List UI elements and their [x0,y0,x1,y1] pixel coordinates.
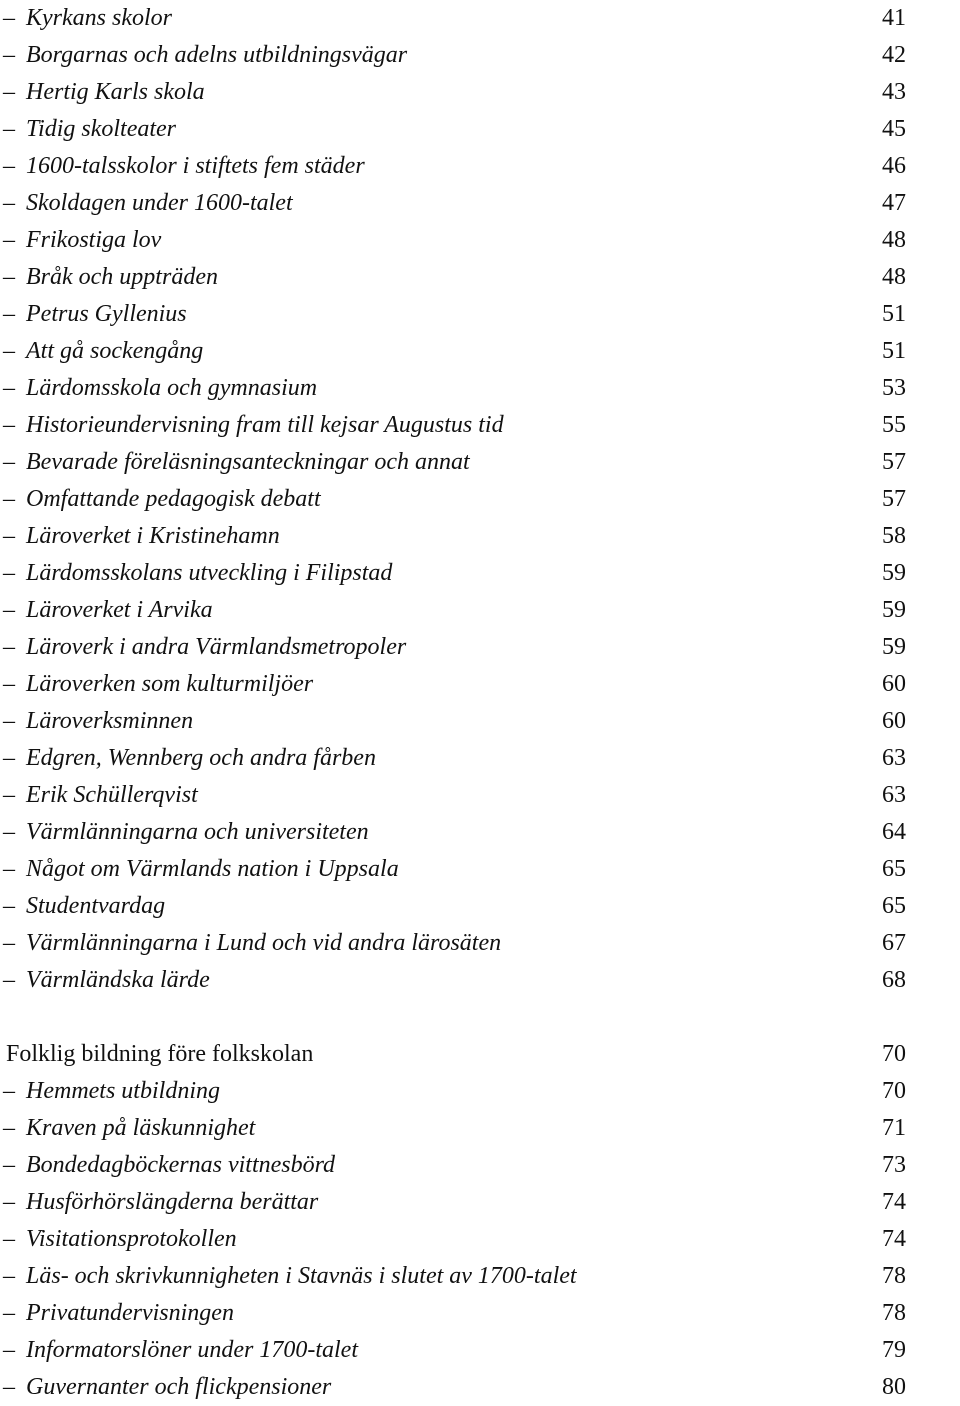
entry-dash: – [3,560,15,586]
chapter-title: Folklig bildning före folkskolan [6,1041,314,1067]
entry-dash: – [3,1226,15,1252]
toc-entry [0,1073,960,1110]
entry-dash: – [3,153,15,179]
entry-page-number: 45 [882,116,906,142]
entry-page-number: 74 [882,1189,906,1215]
entry-title: Lärdomsskola och gymnasium [26,375,318,401]
entry-dash: – [3,486,15,512]
entry-title: Historieundervisning fram till kejsar Augustus tid [26,412,504,438]
toc-entry [0,1295,960,1332]
toc-chapter-heading [0,1036,960,1073]
entry-title: Läroverk i andra Värmlandsmetropoler [26,634,407,660]
entry-page-number: 78 [882,1300,906,1326]
entry-title: Att gå sockengång [26,338,204,364]
entry-title: Tidig skolteater [26,116,176,142]
entry-page-number: 55 [882,412,906,438]
entry-page-number: 51 [882,338,906,364]
toc-entry [0,1221,960,1258]
entry-dash: – [3,5,15,31]
entry-title: Läroverken som kulturmiljöer [26,671,314,697]
entry-page-number: 58 [882,523,906,549]
entry-page-number: 60 [882,708,906,734]
toc-entry [0,370,960,407]
entry-page-number: 68 [882,967,906,993]
entry-page-number: 59 [882,597,906,623]
entry-dash: – [3,1189,15,1215]
entry-dash: – [3,930,15,956]
entry-title: Skoldagen under 1600-talet [26,190,293,216]
entry-page-number: 53 [882,375,906,401]
entry-dash: – [3,1152,15,1178]
entry-title: Visitationsprotokollen [26,1226,237,1252]
entry-dash: – [3,634,15,660]
entry-dash: – [3,227,15,253]
entry-page-number: 59 [882,634,906,660]
entry-page-number: 57 [882,486,906,512]
chapter-page-number: 70 [882,1041,906,1067]
entry-title: Läs- och skrivkunnigheten i Stavnäs i slutet av 1700-talet [26,1263,577,1289]
entry-page-number: 46 [882,153,906,179]
entry-title: Bevarade föreläsningsanteckningar och annat [26,449,470,475]
entry-title: Privatundervisningen [26,1300,234,1326]
toc-entry [0,481,960,518]
toc-entry [0,444,960,481]
entry-page-number: 73 [882,1152,906,1178]
entry-page-number: 67 [882,930,906,956]
entry-dash: – [3,412,15,438]
toc-entry [0,666,960,703]
toc-entry [0,629,960,666]
entry-dash: – [3,782,15,808]
entry-page-number: 57 [882,449,906,475]
toc-entry [0,777,960,814]
entry-dash: – [3,1374,15,1400]
toc-entry [0,74,960,111]
toc-entry [0,1258,960,1295]
toc-section-b [0,1073,960,1406]
entry-page-number: 63 [882,782,906,808]
entry-page-number: 71 [882,1115,906,1141]
entry-dash: – [3,264,15,290]
entry-title: Hertig Karls skola [26,79,205,105]
toc-entry [0,1184,960,1221]
entry-title: Läroverket i Arvika [26,597,213,623]
entry-title: Guvernanter och flickpensioner [26,1374,332,1400]
toc-entry [0,555,960,592]
entry-page-number: 70 [882,1078,906,1104]
toc-entry [0,222,960,259]
toc-entry [0,296,960,333]
entry-title: Värmlänningarna och universiteten [26,819,369,845]
entry-dash: – [3,523,15,549]
toc-entry [0,962,960,999]
toc-entry [0,814,960,851]
toc-entry [0,148,960,185]
entry-title: Bråk och uppträden [26,264,218,290]
entry-page-number: 43 [882,79,906,105]
entry-page-number: 41 [882,5,906,31]
entry-title: Kraven på läskunnighet [26,1115,256,1141]
entry-dash: – [3,1078,15,1104]
entry-dash: – [3,967,15,993]
entry-title: Kyrkans skolor [26,5,172,31]
toc-entry [0,0,960,37]
entry-page-number: 65 [882,856,906,882]
entry-dash: – [3,597,15,623]
entry-title: Lärdomsskolans utveckling i Filipstad [26,560,393,586]
entry-dash: – [3,708,15,734]
entry-title: Informatorslöner under 1700-talet [26,1337,358,1363]
entry-dash: – [3,671,15,697]
entry-title: Läroverksminnen [26,708,194,734]
entry-title: Erik Schüllerqvist [26,782,198,808]
entry-title: Edgren, Wennberg och andra fårben [26,745,376,771]
entry-dash: – [3,301,15,327]
entry-page-number: 63 [882,745,906,771]
toc-entry [0,1332,960,1369]
toc-entry [0,851,960,888]
toc-entry [0,259,960,296]
entry-title: Studentvardag [26,893,166,919]
toc-entry [0,925,960,962]
entry-page-number: 79 [882,1337,906,1363]
toc-entry [0,37,960,74]
entry-title: 1600-talsskolor i stiftets fem städer [26,153,365,179]
entry-page-number: 59 [882,560,906,586]
entry-title: Husförhörslängderna berättar [26,1189,319,1215]
section-gap [0,999,960,1036]
entry-dash: – [3,116,15,142]
entry-page-number: 47 [882,190,906,216]
entry-dash: – [3,375,15,401]
entry-page-number: 60 [882,671,906,697]
entry-title: Frikostiga lov [26,227,162,253]
toc-entry [0,703,960,740]
entry-page-number: 48 [882,264,906,290]
entry-dash: – [3,1263,15,1289]
entry-dash: – [3,1337,15,1363]
entry-page-number: 51 [882,301,906,327]
entry-title: Omfattande pedagogisk debatt [26,486,321,512]
toc-entry [0,111,960,148]
entry-page-number: 65 [882,893,906,919]
entry-title: Värmlänningarna i Lund och vid andra lärosäten [26,930,502,956]
entry-dash: – [3,1300,15,1326]
entry-title: Något om Värmlands nation i Uppsala [26,856,399,882]
entry-dash: – [3,856,15,882]
entry-dash: – [3,449,15,475]
entry-dash: – [3,745,15,771]
entry-dash: – [3,42,15,68]
entry-title: Hemmets utbildning [26,1078,220,1104]
entry-page-number: 48 [882,227,906,253]
entry-dash: – [3,190,15,216]
entry-dash: – [3,819,15,845]
toc-entry [0,740,960,777]
toc-entry [0,1147,960,1184]
entry-page-number: 42 [882,42,906,68]
toc-entry [0,888,960,925]
toc-entry [0,407,960,444]
toc-entry [0,1110,960,1147]
entry-page-number: 74 [882,1226,906,1252]
toc-entry [0,1369,960,1406]
toc-entry [0,518,960,555]
entry-title: Petrus Gyllenius [26,301,187,327]
toc-entry [0,592,960,629]
entry-dash: – [3,1115,15,1141]
entry-dash: – [3,893,15,919]
entry-dash: – [3,79,15,105]
entry-page-number: 78 [882,1263,906,1289]
entry-page-number: 64 [882,819,906,845]
entry-dash: – [3,338,15,364]
toc-entry [0,185,960,222]
entry-title: Borgarnas och adelns utbildningsvägar [26,42,408,68]
entry-title: Värmländska lärde [26,967,210,993]
entry-title: Läroverket i Kristinehamn [26,523,280,549]
entry-page-number: 80 [882,1374,906,1400]
entry-title: Bondedagböckernas vittnesbörd [26,1152,336,1178]
toc-entry [0,333,960,370]
